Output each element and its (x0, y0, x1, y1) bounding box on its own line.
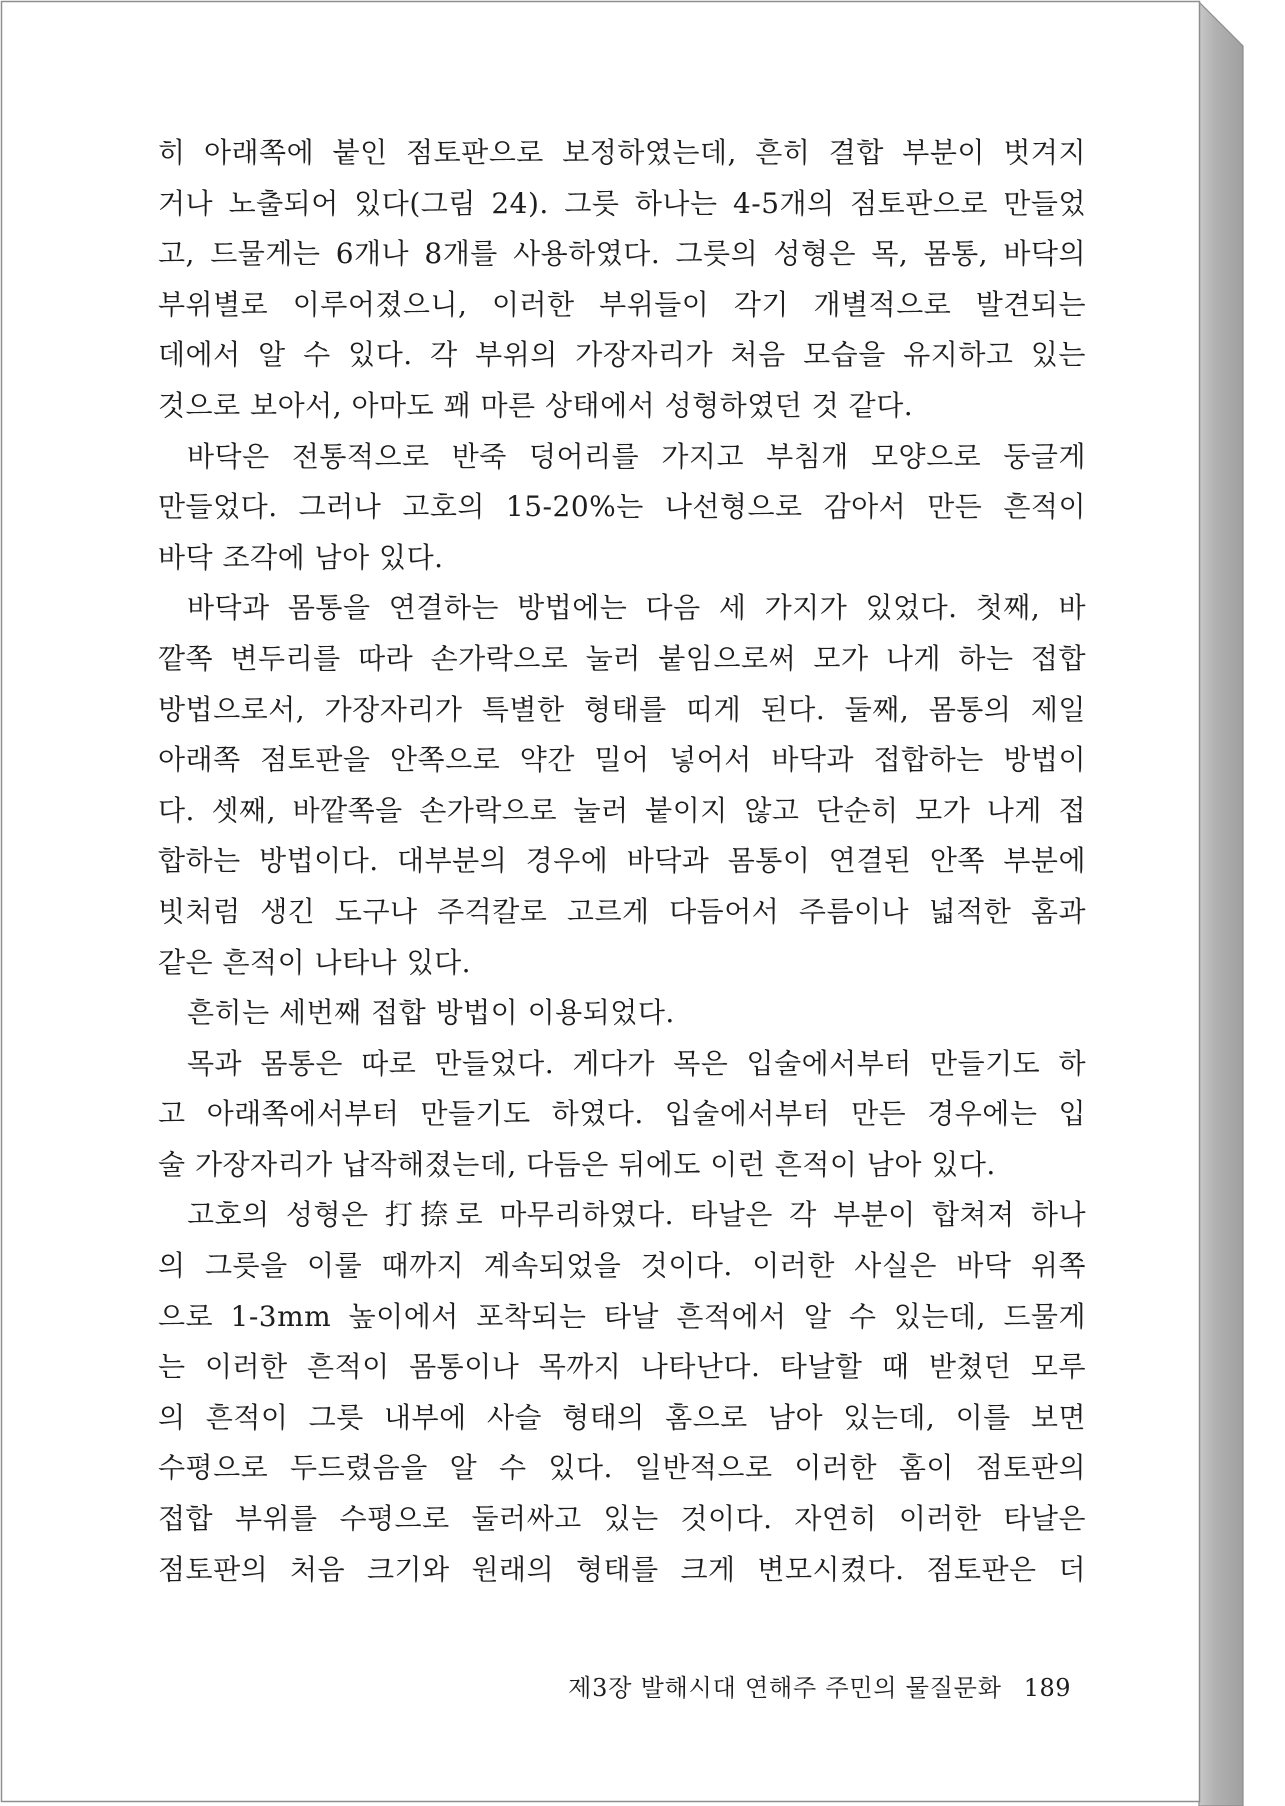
text-line: 만들었다. 그러나 고호의 15-20%는 나선형으로 감아서 만든 흔적이 (158, 490, 1086, 524)
text-line: 접합 부위를 수평으로 둘러싸고 있는 것이다. 자연히 이러한 타날은 (158, 1502, 1086, 1536)
text-line: 빗처럼 생긴 도구나 주걱칼로 고르게 다듬어서 주름이나 넓적한 홈과 (158, 894, 1086, 928)
paragraph-6 (158, 1190, 1086, 1595)
text-line: 바닥은 전통적으로 반죽 덩어리를 가지고 부침개 모양으로 둥글게 (187, 439, 1086, 473)
text-line: 같은 흔적이 나타나 있다. (158, 945, 472, 979)
text-line: 아래쪽 점토판을 안쪽으로 약간 밀어 넣어서 바닥과 접합하는 방법이 (158, 743, 1086, 777)
text-line: 점토판의 처음 크기와 원래의 형태를 크게 변모시켰다. 점토판은 더 (158, 1552, 1086, 1586)
page-body (158, 128, 1086, 1595)
text-line: 으로 1-3mm 높이에서 포착되는 타날 흔적에서 알 수 있는데, 드물게 (158, 1299, 1086, 1333)
text-line: 바닥 조각에 남아 있다. (158, 540, 444, 574)
text-line: 데에서 알 수 있다. 각 부위의 가장자리가 처음 모습을 유지하고 있는 (158, 338, 1086, 372)
text-line: 수평으로 두드렸음을 알 수 있다. 일반적으로 이러한 홈이 점토판의 (158, 1451, 1086, 1485)
text-line: 방법으로서, 가장자리가 특별한 형태를 띠게 된다. 둘째, 몸통의 제일 (158, 692, 1086, 726)
page-number: 189 (1023, 1674, 1071, 1702)
text-line: 고호의 성형은 打捺로 마무리하였다. 타날은 각 부분이 합쳐져 하나 (187, 1198, 1086, 1232)
text-line: 는 이러한 흔적이 몸통이나 목까지 나타난다. 타날할 때 받쳤던 모루 (158, 1350, 1086, 1384)
text-line: 흔히는 세번째 접합 방법이 이용되었다. (187, 996, 675, 1030)
text-line: 고 아래쪽에서부터 만들기도 하였다. 입술에서부터 만든 경우에는 입 (158, 1097, 1086, 1131)
text-line: 바닥과 몸통을 연결하는 방법에는 다음 세 가지가 있었다. 첫째, 바 (187, 591, 1086, 625)
paragraph-3 (158, 583, 1086, 988)
paragraph-4 (158, 988, 1086, 1039)
page-footer (568, 1671, 1071, 1705)
book-thickness-edge (1199, 2, 1243, 1806)
running-head: 제3장 발해시대 연해주 주민의 물질문화 (568, 1674, 1002, 1702)
text-line: 합하는 방법이다. 대부분의 경우에 바닥과 몸통이 연결된 안쪽 부분에 (158, 844, 1086, 878)
paragraph-5 (158, 1039, 1086, 1191)
text-line: 것으로 보아서, 아마도 꽤 마른 상태에서 성형하였던 것 같다. (158, 388, 914, 422)
text-line: 고, 드물게는 6개나 8개를 사용하였다. 그릇의 성형은 목, 몸통, 바닥의 (158, 237, 1086, 271)
text-line: 의 그릇을 이룰 때까지 계속되었을 것이다. 이러한 사실은 바닥 위쪽 (158, 1249, 1086, 1283)
text-line: 부위별로 이루어졌으니, 이러한 부위들이 각기 개별적으로 발견되는 (158, 287, 1086, 321)
paragraph-1 (158, 128, 1086, 432)
paragraph-2 (158, 432, 1086, 584)
text-line: 의 흔적이 그릇 내부에 사슬 형태의 홈으로 남아 있는데, 이를 보면 (158, 1400, 1086, 1434)
text-line: 히 아래쪽에 붙인 점토판으로 보정하였는데, 흔히 결합 부분이 벗겨지 (158, 136, 1086, 169)
text-line: 거나 노출되어 있다(그림 24). 그릇 하나는 4-5개의 점토판으로 만들었 (158, 186, 1086, 220)
text-line: 다. 셋째, 바깥쪽을 손가락으로 눌러 붙이지 않고 단순히 모가 나게 접 (158, 793, 1086, 827)
text-line: 깥쪽 변두리를 따라 손가락으로 눌러 붙임으로써 모가 나게 하는 접합 (158, 641, 1086, 675)
text-line: 술 가장자리가 납작해졌는데, 다듬은 뒤에도 이런 흔적이 남아 있다. (158, 1147, 996, 1181)
text-line: 목과 몸통은 따로 만들었다. 게다가 목은 입술에서부터 만들기도 하 (187, 1046, 1086, 1080)
